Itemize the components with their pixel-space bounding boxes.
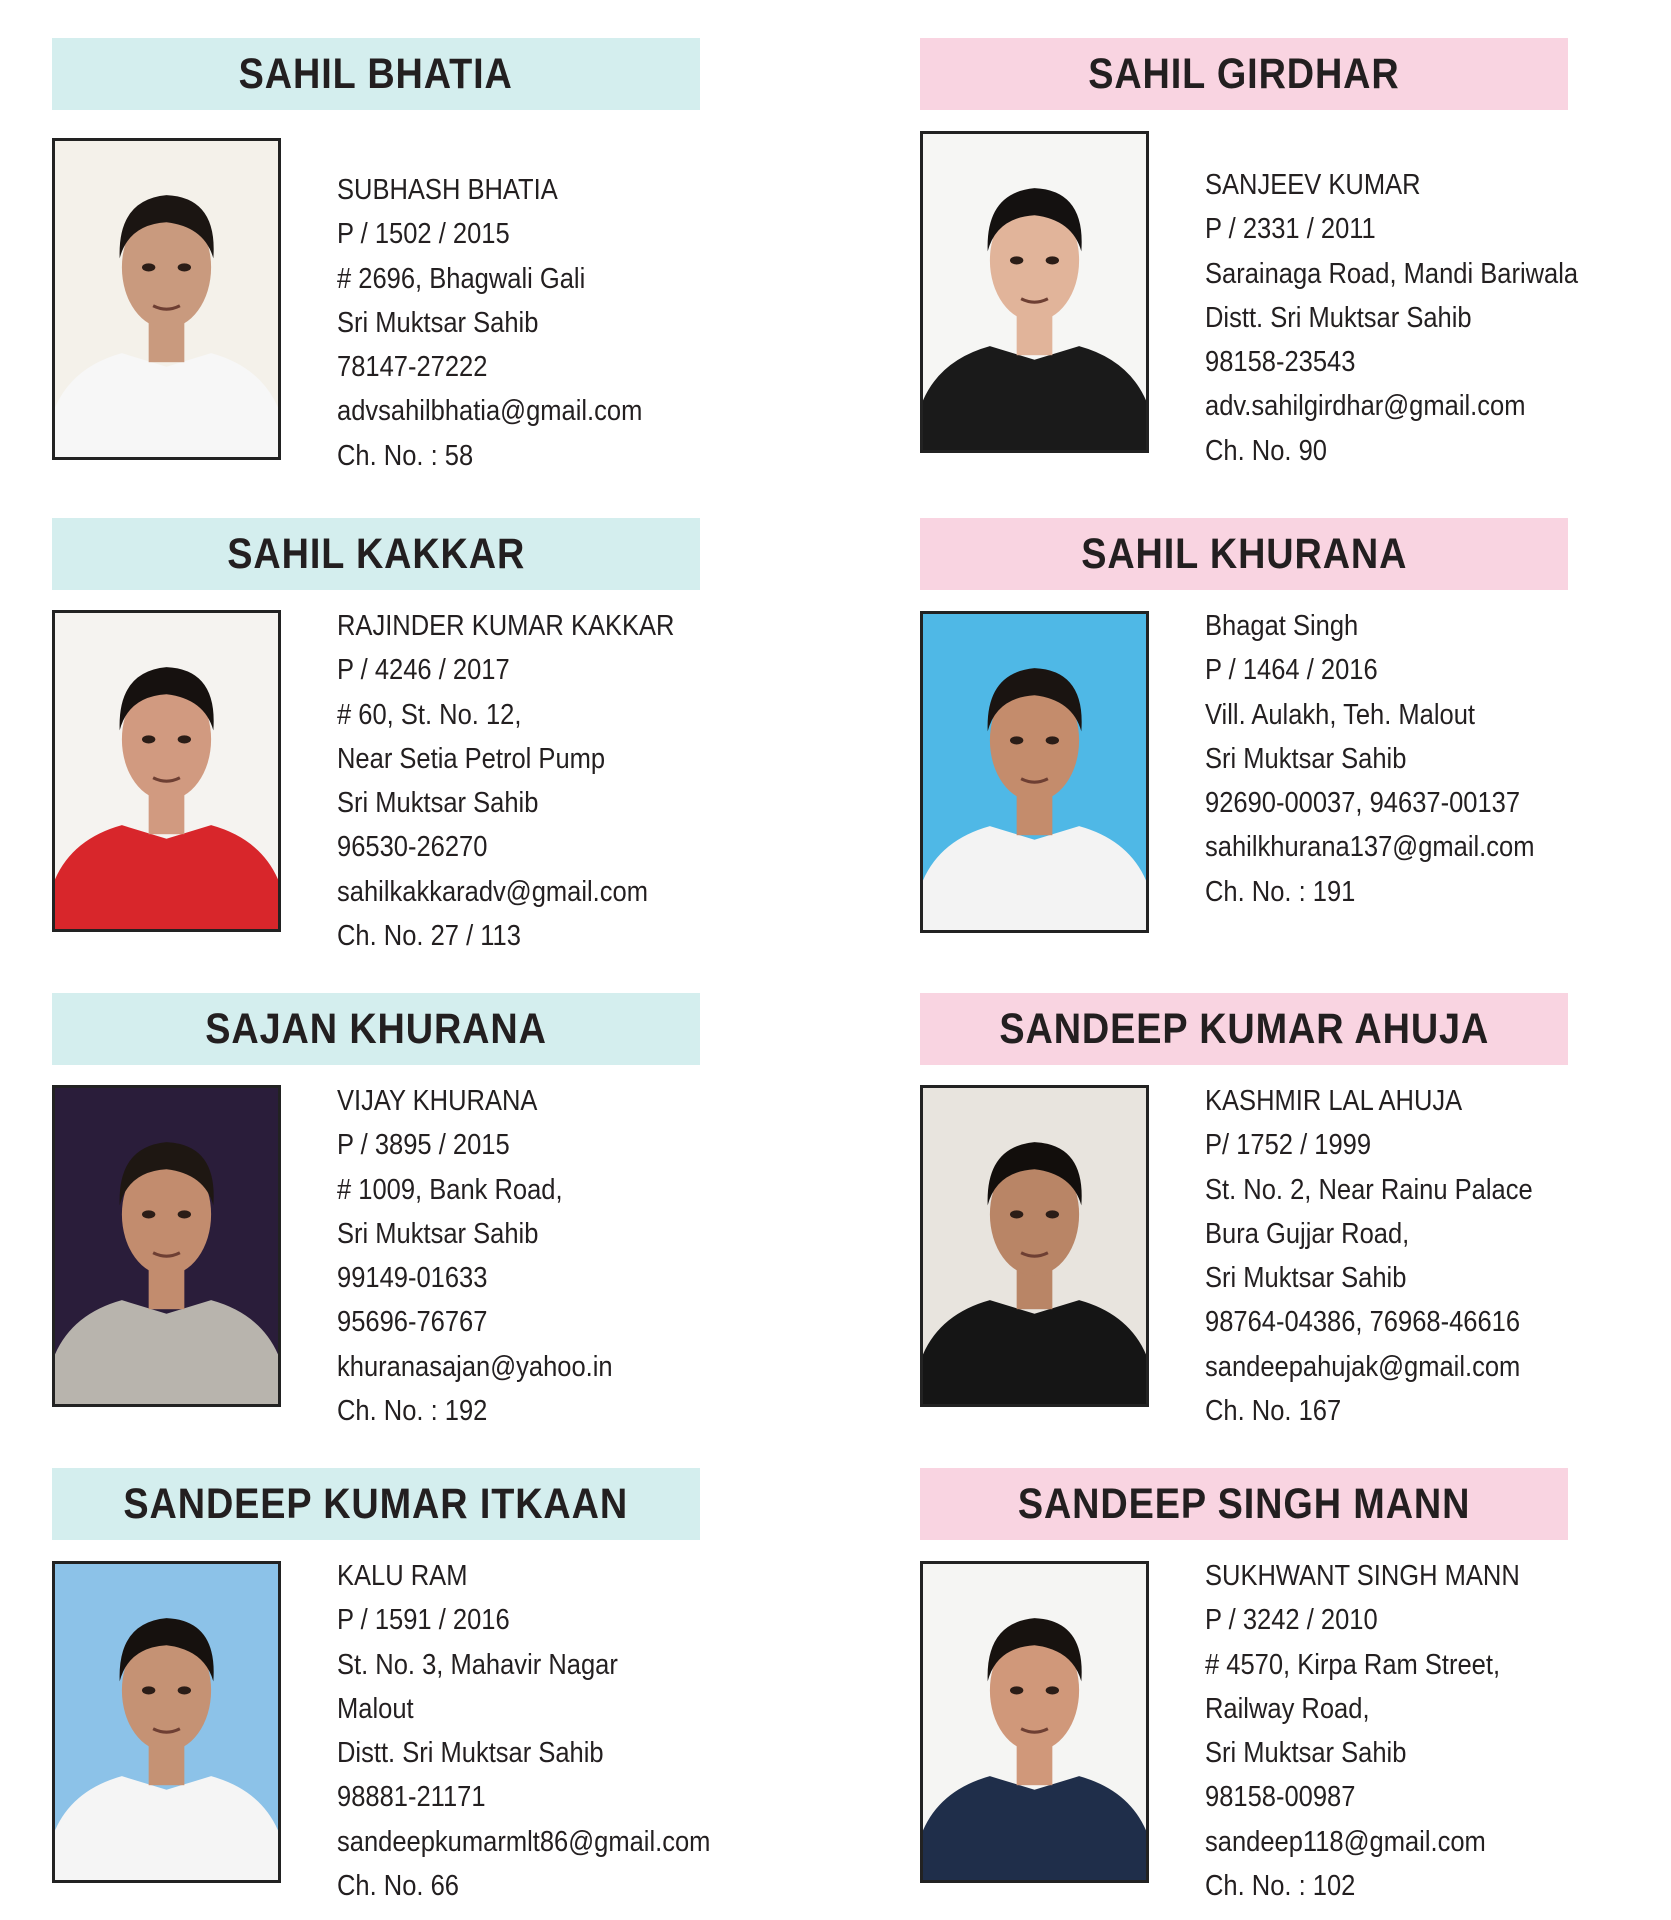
portrait-figure: [55, 141, 278, 457]
detail-line: Sri Muktsar Sahib: [337, 1217, 539, 1250]
member-card: [52, 993, 742, 1443]
detail-line: 78147-27222: [337, 351, 488, 384]
name-banner: [52, 38, 700, 110]
name-banner: [52, 993, 700, 1065]
detail-line: RAJINDER KUMAR KAKKAR: [337, 610, 675, 642]
detail-line: Sri Muktsar Sahib: [1205, 1737, 1407, 1770]
detail-line: Sarainaga Road, Mandi Bariwala: [1205, 257, 1579, 290]
member-name: SAHIL BHATIA: [238, 49, 514, 98]
detail-line: advsahilbhatia@gmail.com: [337, 395, 643, 428]
detail-line: sandeep118@gmail.com: [1205, 1825, 1486, 1858]
portrait-figure: [55, 613, 278, 929]
portrait-figure: [923, 1088, 1146, 1404]
left-eye-shape: [142, 735, 155, 743]
detail-line: sahilkhurana137@gmail.com: [1205, 831, 1535, 864]
portrait-figure: [923, 1564, 1146, 1880]
detail-line: # 4570, Kirpa Ram Street,: [1205, 1648, 1501, 1681]
detail-line: SANJEEV KUMAR: [1205, 169, 1421, 201]
member-photo: [52, 610, 281, 932]
shirt-shape: [923, 826, 1146, 930]
detail-line: 96530-26270: [337, 831, 488, 864]
right-eye-shape: [178, 1210, 191, 1218]
detail-line: Ch. No. 27 / 113: [337, 920, 521, 953]
shirt-shape: [55, 353, 278, 457]
detail-line: P/ 1752 / 1999: [1205, 1129, 1372, 1162]
shirt-shape: [923, 1776, 1146, 1880]
right-eye-shape: [1046, 1210, 1059, 1218]
shirt-shape: [55, 825, 278, 929]
detail-line: adv.sahilgirdhar@gmail.com: [1205, 390, 1526, 423]
member-name: SAHIL KHURANA: [1080, 529, 1408, 578]
member-card: [920, 518, 1610, 968]
portrait-figure: [923, 614, 1146, 930]
detail-line: Ch. No. : 192: [337, 1395, 488, 1428]
detail-line: St. No. 2, Near Rainu Palace: [1205, 1173, 1533, 1206]
detail-line: Sri Muktsar Sahib: [337, 787, 539, 820]
member-photo: [920, 1085, 1149, 1407]
member-details: [337, 1554, 761, 1908]
right-eye-shape: [178, 263, 191, 271]
detail-line: P / 1591 / 2016: [337, 1604, 510, 1637]
detail-line: 98764-04386, 76968-46616: [1205, 1306, 1521, 1339]
detail-line: P / 1464 / 2016: [1205, 654, 1378, 687]
name-banner: [920, 993, 1568, 1065]
detail-line: sandeepkumarmlt86@gmail.com: [337, 1825, 711, 1858]
detail-line: 99149-01633: [337, 1262, 488, 1295]
right-eye-shape: [178, 1686, 191, 1694]
member-details: [1205, 1554, 1563, 1908]
detail-line: KASHMIR LAL AHUJA: [1205, 1085, 1463, 1117]
member-card: [52, 38, 742, 488]
member-name: SAHIL GIRDHAR: [1088, 49, 1400, 98]
detail-line: Distt. Sri Muktsar Sahib: [337, 1737, 604, 1770]
detail-line: khuranasajan@yahoo.in: [337, 1350, 613, 1383]
portrait-figure: [923, 134, 1146, 450]
detail-line: Distt. Sri Muktsar Sahib: [1205, 301, 1472, 334]
detail-line: Bura Gujjar Road,: [1205, 1217, 1410, 1250]
detail-line: 95696-76767: [337, 1306, 488, 1339]
member-name: SANDEEP KUMAR AHUJA: [999, 1004, 1489, 1053]
detail-line: Sri Muktsar Sahib: [1205, 1262, 1407, 1295]
member-photo: [52, 1561, 281, 1883]
detail-line: VIJAY KHURANA: [337, 1085, 538, 1117]
detail-line: 98881-21171: [337, 1781, 486, 1814]
member-card: [920, 1468, 1610, 1918]
name-banner: [920, 518, 1568, 590]
member-name: SAHIL KAKKAR: [227, 529, 525, 578]
shirt-shape: [55, 1776, 278, 1880]
detail-line: Ch. No. 66: [337, 1870, 460, 1903]
member-details: [337, 168, 684, 478]
detail-line: SUBHASH BHATIA: [337, 174, 558, 206]
detail-line: 98158-00987: [1205, 1781, 1356, 1814]
name-banner: [52, 518, 700, 590]
left-eye-shape: [142, 1686, 155, 1694]
member-photo: [920, 1561, 1149, 1883]
member-photo: [920, 131, 1149, 453]
detail-line: 92690-00037, 94637-00137: [1205, 787, 1521, 820]
name-banner: [920, 1468, 1568, 1540]
detail-line: Bhagat Singh: [1205, 610, 1359, 642]
left-eye-shape: [142, 1210, 155, 1218]
left-eye-shape: [1010, 1210, 1023, 1218]
shirt-shape: [923, 346, 1146, 450]
left-eye-shape: [1010, 736, 1023, 744]
member-photo: [52, 1085, 281, 1407]
detail-line: sahilkakkaradv@gmail.com: [337, 875, 648, 908]
member-details: [337, 1079, 650, 1433]
detail-line: St. No. 3, Mahavir Nagar: [337, 1648, 618, 1681]
member-name: SAJAN KHURANA: [205, 1004, 547, 1053]
portrait-figure: [55, 1088, 278, 1404]
detail-line: KALU RAM: [337, 1560, 468, 1592]
member-card: [52, 1468, 742, 1918]
detail-line: # 60, St. No. 12,: [337, 698, 522, 731]
member-card: [52, 518, 742, 968]
detail-line: Ch. No. 167: [1205, 1395, 1342, 1428]
member-name: SANDEEP KUMAR ITKAAN: [123, 1479, 629, 1528]
detail-line: P / 1502 / 2015: [337, 218, 510, 251]
detail-line: Ch. No. : 191: [1205, 875, 1356, 908]
detail-line: Sri Muktsar Sahib: [337, 306, 539, 339]
member-photo: [920, 611, 1149, 933]
right-eye-shape: [1046, 736, 1059, 744]
detail-line: Ch. No. : 102: [1205, 1870, 1356, 1903]
member-details: [1205, 163, 1629, 473]
detail-line: sandeepahujak@gmail.com: [1205, 1350, 1521, 1383]
member-photo: [52, 138, 281, 460]
member-details: [1205, 1079, 1577, 1433]
name-banner: [920, 38, 1568, 110]
detail-line: Ch. No. 90: [1205, 434, 1328, 467]
detail-line: SUKHWANT SINGH MANN: [1205, 1560, 1520, 1592]
detail-line: # 1009, Bank Road,: [337, 1173, 563, 1206]
detail-line: Near Setia Petrol Pump: [337, 742, 606, 775]
detail-line: Railway Road,: [1205, 1692, 1370, 1725]
member-card: [920, 38, 1610, 488]
right-eye-shape: [1046, 256, 1059, 264]
detail-line: P / 4246 / 2017: [337, 654, 510, 687]
detail-line: Sri Muktsar Sahib: [1205, 742, 1407, 775]
right-eye-shape: [1046, 1686, 1059, 1694]
member-details: [1205, 604, 1579, 914]
detail-line: P / 2331 / 2011: [1205, 213, 1376, 246]
member-details: [337, 604, 721, 958]
left-eye-shape: [142, 263, 155, 271]
name-banner: [52, 1468, 700, 1540]
shirt-shape: [55, 1300, 278, 1404]
detail-line: Vill. Aulakh, Teh. Malout: [1205, 698, 1476, 731]
member-name: SANDEEP SINGH MANN: [1017, 1479, 1471, 1528]
member-card: [920, 993, 1610, 1443]
detail-line: 98158-23543: [1205, 346, 1356, 379]
left-eye-shape: [1010, 1686, 1023, 1694]
right-eye-shape: [178, 735, 191, 743]
detail-line: Malout: [337, 1692, 414, 1725]
portrait-figure: [55, 1564, 278, 1880]
left-eye-shape: [1010, 256, 1023, 264]
detail-line: P / 3895 / 2015: [337, 1129, 510, 1162]
detail-line: Ch. No. : 58: [337, 439, 474, 472]
detail-line: P / 3242 / 2010: [1205, 1604, 1378, 1637]
shirt-shape: [923, 1300, 1146, 1404]
detail-line: # 2696, Bhagwali Gali: [337, 262, 586, 295]
